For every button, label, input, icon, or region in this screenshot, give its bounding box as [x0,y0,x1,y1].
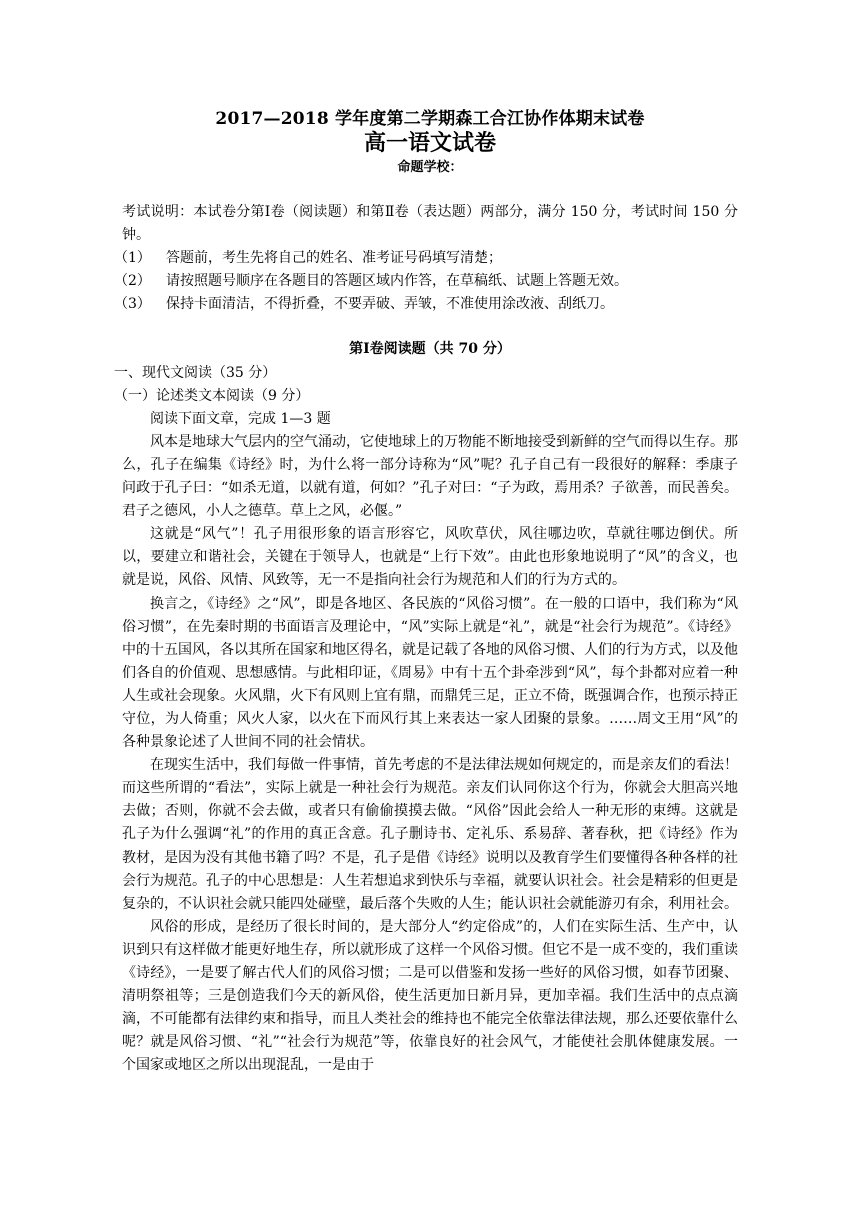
passage-paragraph: 风俗的形成，是经历了很长时间的，是大部分人“约定俗成”的，人们在实际生活、生产中，认识到只有这样做才能更好地生存，所以就形成了这样一个风俗习惯。但它不是一成不变的，我们重读《诗经》，一是要了解古代人们的风俗习惯；二是可以借鉴和发扬一些好的风俗习惯，如春节团聚、清明祭祖等；三是创造我们今天的新风俗，使生活更加日新月异，更加幸福。我们生活中的点点滴滴，不可能都有法律约束和指导，而且人类社会的维持也不能完全依靠法律法规，那么还要依靠什么呢？就是风俗习惯、“礼”“社会行为规范”等，依靠良好的社会风气，才能使社会肌体健康发展。一个国家或地区之所以出现混乱，一是由于 [122,918,738,1074]
instruction-text: 答题前，考生先将自己的姓名、准考证号码填写清楚； [166,250,502,267]
instruction-number: （1） [114,250,151,267]
passage-paragraph: 风本是地球大气层内的空气涌动，它使地球上的万物能不断地接受到新鲜的空气而得以生存。那么，孔子在编集《诗经》时，为什么将一部分诗称为“风”呢？孔子自己有一段很好的解释：季康子问政于孔子曰：“如杀无道，以就有道，何如？”孔子对曰：“子为政，焉用杀？子欲善，而民善矣。君子之德风，小人之德草。草上之风，必偃。” [122,433,738,520]
instruction-item [114,247,738,270]
part-heading: 一、现代文阅读（35 分） [114,364,277,381]
instruction-text: 请按照题号顺序在各题目的答题区域内作答，在草稿纸、试题上答题无效。 [166,273,628,290]
school-label: 命题学校： [397,160,463,175]
instruction-item [114,270,738,293]
instruction-text: 保持卡面清洁，不得折叠，不要弄破、弄皱，不准使用涂改液、刮纸刀。 [166,296,614,313]
exam-title: 2017—2018 学年度第二学期森工合江协作体期末试卷 [215,109,645,129]
reading-direction: 阅读下面文章，完成 1—3 题 [150,410,331,427]
exam-subtitle: 高一语文试卷 [363,130,496,156]
section-heading: 第Ⅰ卷阅读题（共 70 分） [349,341,511,358]
passage-paragraph: 换言之，《诗经》之“风”，即是各地区、各民族的“风俗习惯”。在一般的口语中，我们称为“风俗习惯”，在先秦时期的书面语言及理论中，“风”实际上就是“礼”，就是“社会行为规范”。《诗经》中的十五国风，各以其所在国家和地区得名，就是记载了各地的风俗习惯、人们的行为方式，以及他们各自的价值观、思想感情。与此相印证，《周易》中有十五个卦牵涉到“风”，每个卦都对应着一种人生或社会现象。火风鼎，火下有风则上宜有鼎，而鼎凭三足，正立不倚，既强调合作，也预示持正守位，为人倚重；风火人家，以火在下而风行其上来表达一家人团聚的景象。……周文王用“风”的各种景象论述了人世间不同的社会情状。 [122,595,738,751]
exam-body [114,201,738,1077]
instruction-item [114,293,738,316]
instructions-intro: 考试说明：本试卷分第Ⅰ卷（阅读题）和第Ⅱ卷（表达题）两部分，满分 150 分，考试时间 150 分钟。 [122,204,738,244]
instruction-number: （3） [114,296,151,313]
passage-paragraph: 在现实生活中，我们每做一件事情，首先考虑的不是法律法规如何规定的，而是亲友们的看法！而这些所谓的“看法”，实际上就是一种社会行为规范。亲友们认同你这个行为，你就会大胆高兴地去做；否则，你就不会去做，或者只有偷偷摸摸去做。“风俗”因此会给人一种无形的束缚。这就是孔子为什么强调“礼”的作用的真正含意。孔子删诗书、定礼乐、系易辞、著春秋，把《诗经》作为教材，是因为没有其他书籍了吗？不是，孔子是借《诗经》说明以及教育学生们要懂得各种各样的社会行为规范。孔子的中心思想是：人生若想追求到快乐与幸福，就要认识社会。社会是精彩的但更是复杂的，不认识社会就只能四处碰壁，最后落个失败的人生；能认识社会就能游刃有余，利用社会。 [122,757,738,912]
subpart-heading: （一）论述类文本阅读（9 分） [114,387,310,404]
passage-paragraph: 这就是“风气”！孔子用很形象的语言形容它，风吹草伏，风往哪边吹，草就往哪边倒伏。所以，要建立和谐社会，关键在于领导人，也就是“上行下效”。由此也形象地说明了“风”的含义，也就是说，风俗、风情、风致等，无一不是指向社会行为规范和人们的行为方式的。 [122,526,738,589]
instruction-number: （2） [114,273,151,290]
